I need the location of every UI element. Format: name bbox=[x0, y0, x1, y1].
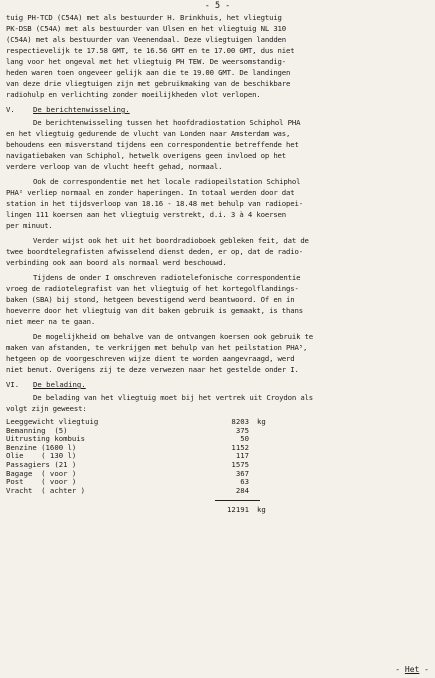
text-line: (C54A) met als bestuurder van Veenendaal. Deze vliegtuigen landden bbox=[6, 35, 287, 44]
row-unit: kg bbox=[257, 417, 266, 426]
text-line: lingen 111 koersen aan het vliegtuig verstrekt, d.i. 3 à 4 koersen bbox=[6, 210, 287, 219]
text-line: volgt zijn geweest: bbox=[6, 404, 87, 413]
section-title: De belading. bbox=[33, 380, 86, 389]
row-value: 117 bbox=[235, 451, 249, 461]
text-line: vroeg de radiotelegrafist van het vliegtuig of het kortegolflandings- bbox=[6, 284, 299, 293]
section-heading bbox=[6, 105, 130, 115]
text-line: behoudens een misverstand tijdens een correspondentie betreffende het bbox=[6, 140, 299, 149]
text-line: niet benut. Overigens zij te deze verwezen naar het gestelde onder I. bbox=[6, 365, 299, 374]
text-line: De mogelijkheid om behalve van de ontvangen koersen ook gebruik te bbox=[33, 332, 314, 341]
text-line: van deze drie vliegtuigen zijn met gebruikmaking van de beschikbare bbox=[6, 79, 291, 88]
text-line: lang voor het ongeval met het vliegtuig PH TEW. De weersomstandig- bbox=[6, 57, 287, 66]
row-value: 1152 bbox=[231, 442, 249, 452]
row-label: Bagage ( voor ) bbox=[6, 468, 77, 478]
sum-rule bbox=[215, 500, 260, 501]
text-line: PK-DSB (C54A) met als bestuurder van Ulsen en het vliegtuig NL 310 bbox=[6, 24, 287, 33]
text-line: verbinding ook aan boord als normaal werd beschouwd. bbox=[6, 258, 227, 267]
text-line: Tijdens de onder I omschreven radiotelefonische correspondentie bbox=[33, 273, 301, 282]
row-label: Post ( voor ) bbox=[6, 477, 77, 487]
text-line: De belading van het vliegtuig moet bij het vertrek uit Croydon als bbox=[33, 393, 314, 402]
page-number: - 5 - bbox=[204, 1, 231, 11]
text-line: radiohulp en verlichting zonder moeilijkheden vlot verlopen. bbox=[6, 90, 261, 99]
text-line: Verder wijst ook het uit het boordradioboek gebleken feit, dat de bbox=[33, 236, 309, 245]
text-line: station in het tijdsverloop van 18.16 - 18.48 met behulp van radiopei- bbox=[6, 199, 304, 208]
row-label: Benzine (1600 l) bbox=[6, 442, 77, 452]
table-row bbox=[6, 487, 286, 496]
section-title: De berichtenwisseling. bbox=[33, 105, 130, 114]
text-line: PHA² verliep normaal en zonder haperingen. In totaal werden door dat bbox=[6, 188, 295, 197]
text-line: navigatiebaken van Schiphol, hetwelk overigens geen invloed op het bbox=[6, 151, 287, 160]
total-unit: kg bbox=[257, 505, 266, 514]
text-line: respectievelijk te 17.58 GMT, te 16.56 GMT en te 17.00 GMT, dus niet bbox=[6, 46, 295, 55]
text-line: en het vliegtuig gedurende de vlucht van Londen naar Amsterdam was, bbox=[6, 129, 291, 138]
row-value: 367 bbox=[235, 468, 249, 478]
section-heading bbox=[6, 380, 86, 390]
continuation-word: Het bbox=[404, 665, 420, 674]
row-value: 375 bbox=[235, 425, 249, 435]
section-number: V. bbox=[6, 105, 15, 114]
row-value: 63 bbox=[240, 477, 249, 487]
text-line: Ook de correspondentie met het locale radiopeilstation Schiphol bbox=[33, 177, 301, 186]
text-line: heden waren toen ongeveer gelijk aan die te 19.00 GMT. De landingen bbox=[6, 68, 291, 77]
section-number: VI. bbox=[6, 380, 20, 389]
weight-table bbox=[6, 418, 286, 495]
text-line: hoeverre door het vliegtuig van dit baken gebruik is gemaakt, is thans bbox=[6, 306, 304, 315]
text-line: niet meer na te gaan. bbox=[6, 317, 96, 326]
total-row bbox=[6, 506, 286, 515]
row-label: Vracht ( achter ) bbox=[6, 485, 86, 495]
text-line: verdere verloop van de vlucht heeft gehad, normaal. bbox=[6, 162, 223, 171]
row-value: 8203 bbox=[231, 417, 249, 426]
row-label: Passagiers (21 ) bbox=[6, 459, 77, 469]
text-line: De berichtenwisseling tussen het hoofdradiostation Schiphol PHA bbox=[33, 118, 301, 127]
row-label: Leeggewicht vliegtuig bbox=[6, 417, 99, 426]
weight-total bbox=[6, 506, 286, 515]
row-value: 284 bbox=[235, 485, 249, 495]
row-label: Bemanning (5) bbox=[6, 425, 68, 435]
total-value: 12191 bbox=[227, 505, 249, 514]
page-continuation: - Het - bbox=[395, 665, 429, 674]
row-value: 50 bbox=[240, 434, 249, 444]
row-label: Olie ( 130 l) bbox=[6, 451, 77, 461]
text-line: tuig PH-TCD (C54A) met als bestuurder H. Brinkhuis, het vliegtuig bbox=[6, 13, 282, 22]
text-line: baken (SBA) bij stond, hetgeen bevestigend werd beantwoord. Of en in bbox=[6, 295, 295, 304]
text-line: per minuut. bbox=[6, 221, 53, 230]
text-line: maken van afstanden, te verkrijgen met behulp van het peilstation PHA⁵, bbox=[6, 343, 308, 352]
text-line: hetgeen op de voorgeschreven wijze dient te worden aangevraagd, werd bbox=[6, 354, 295, 363]
row-label: Uitrusting kombuis bbox=[6, 434, 86, 444]
text-line: twee boordtelegrafisten afwisselend dienst deden, er op, dat de radio- bbox=[6, 247, 304, 256]
row-value: 1575 bbox=[231, 459, 249, 469]
